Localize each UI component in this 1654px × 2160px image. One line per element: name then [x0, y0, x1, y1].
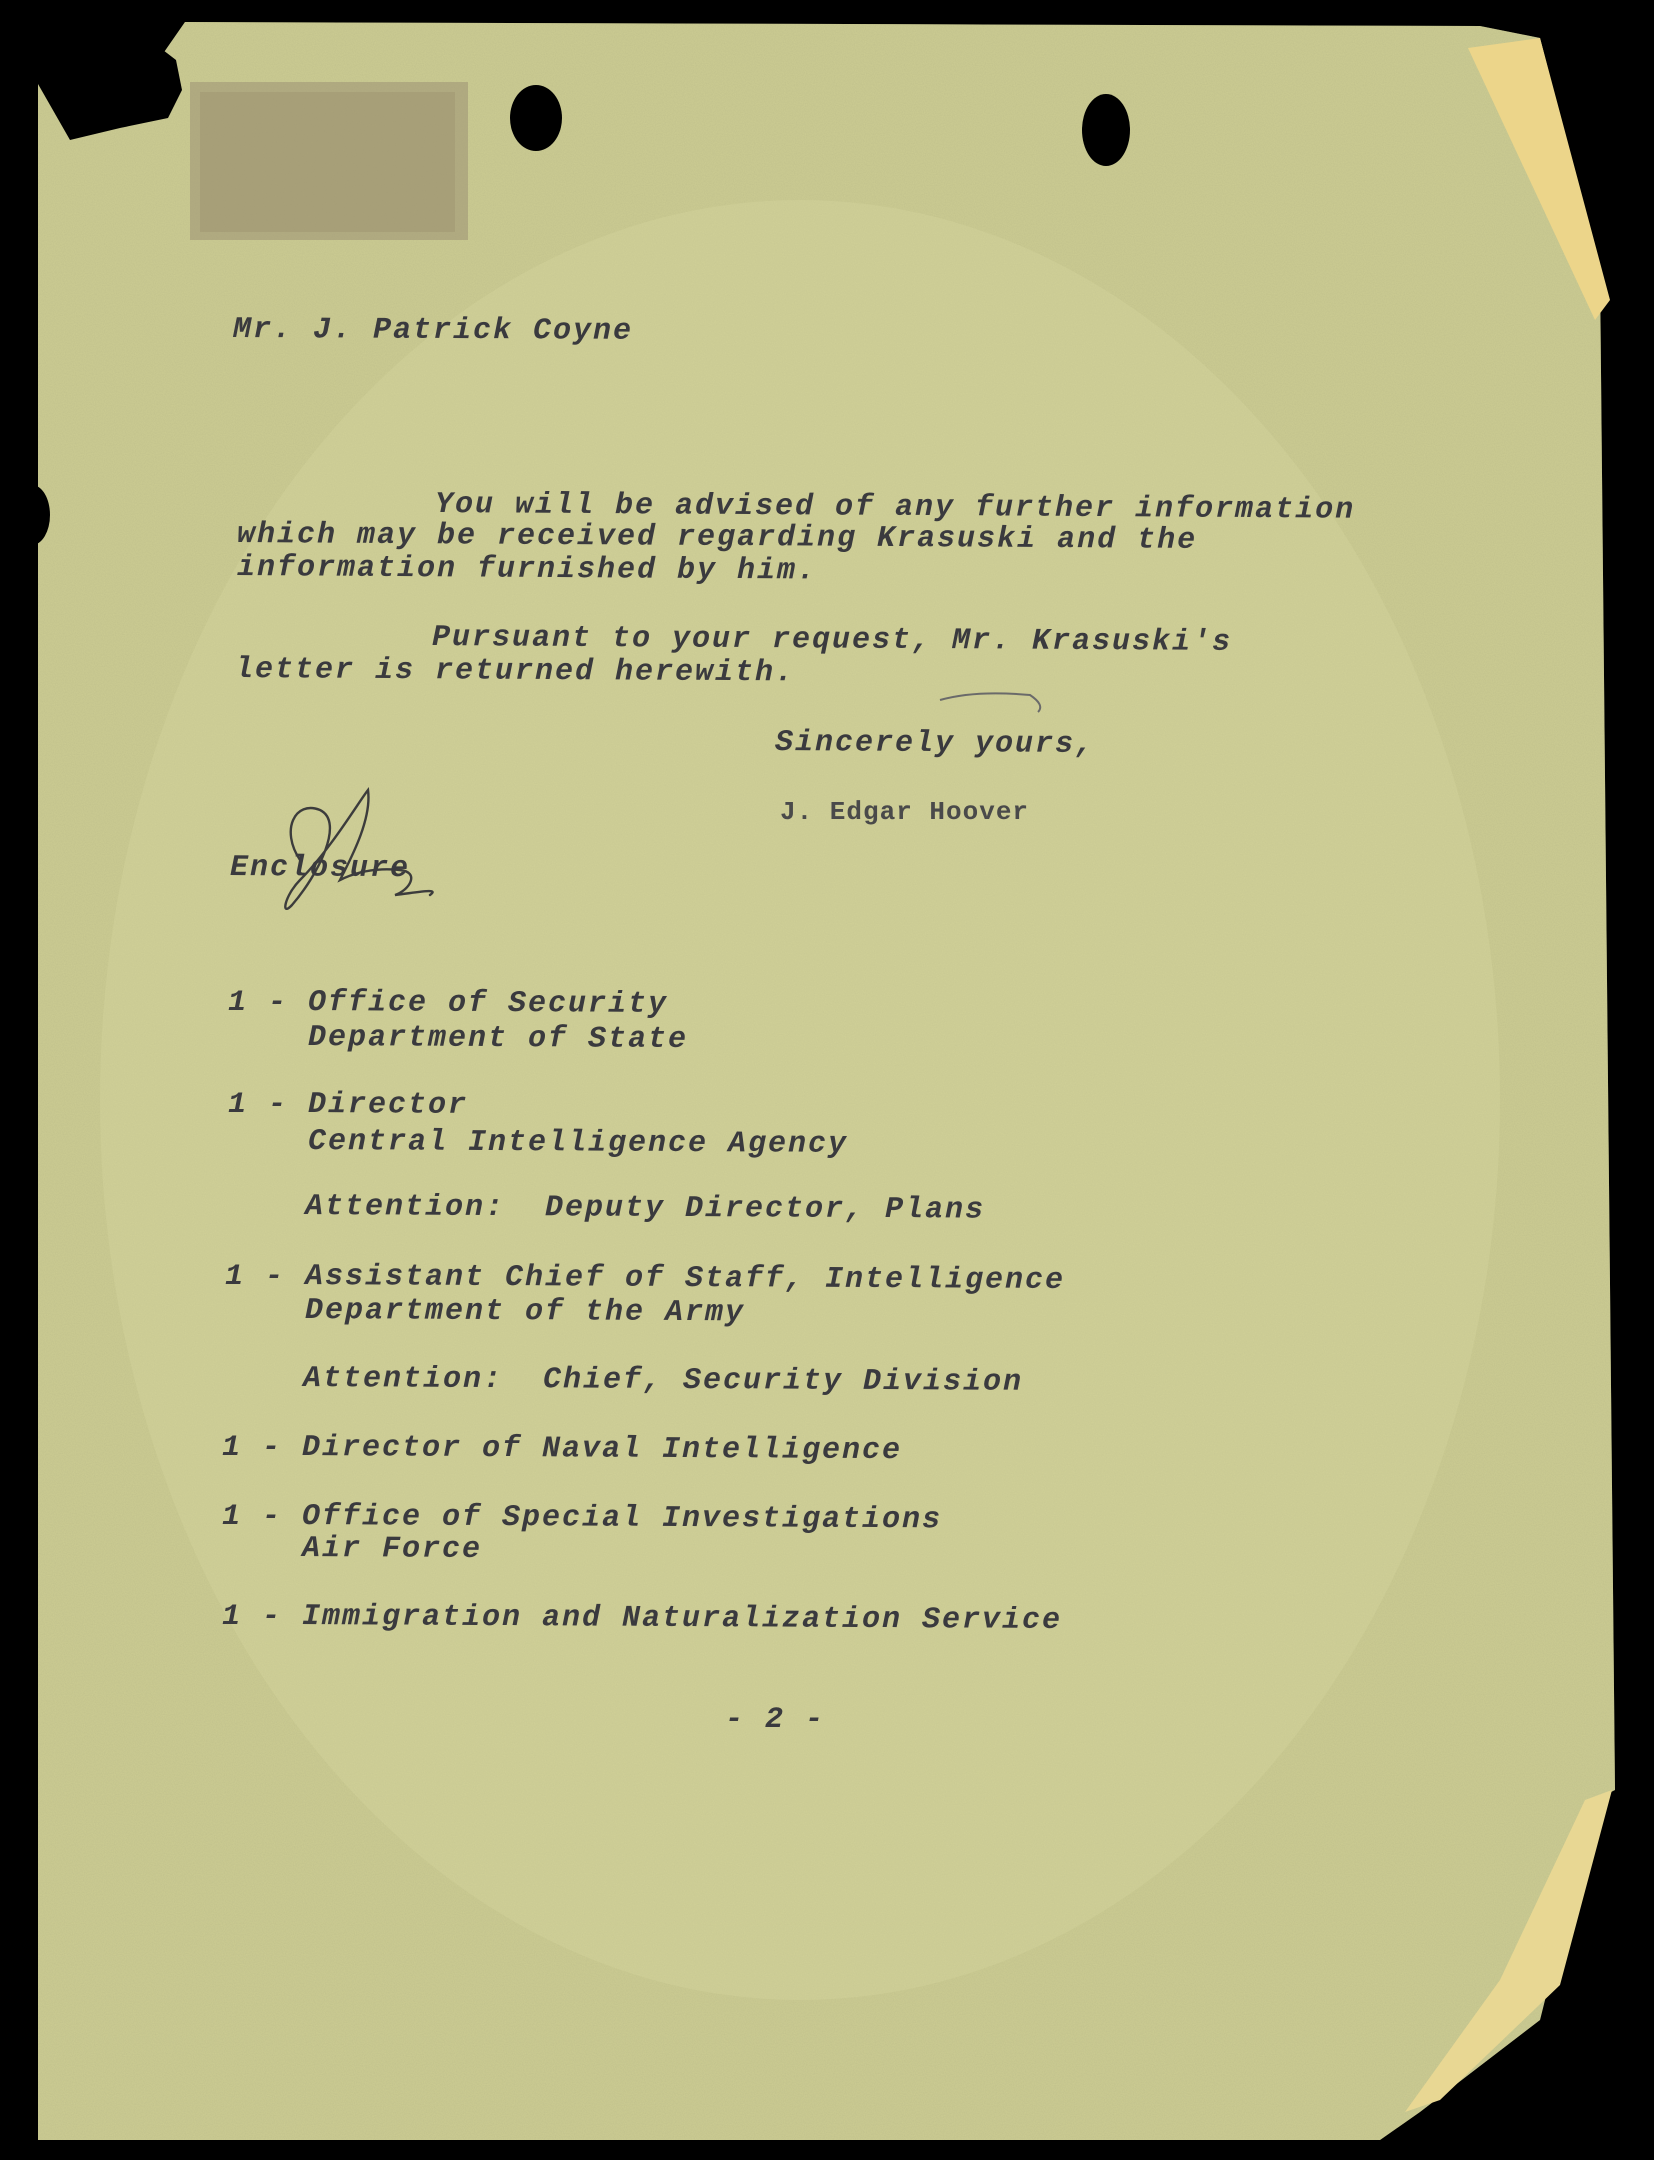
dist-1-count: 1 - — [228, 986, 289, 1020]
dist-3-attention: Attention: Chief, Security Division — [302, 1362, 1024, 1400]
dist-2-count: 1 - — [228, 1088, 289, 1122]
dist-2-line2: Central Intelligence Agency — [307, 1125, 849, 1162]
dist-3-line1: Assistant Chief of Staff, Intelligence — [304, 1260, 1066, 1298]
paragraph1-line3: information furnished by him. — [236, 551, 818, 589]
paragraph2-line2: letter is returned herewith. — [234, 653, 796, 691]
dist-1-line1: Office of Security — [307, 986, 669, 1022]
signature-stamp: J. Edgar Hoover — [780, 797, 1030, 827]
dist-5-line1: Office of Special Investigations — [301, 1500, 943, 1538]
dist-2-line1: Director — [307, 1088, 469, 1123]
dist-6-count: 1 - — [222, 1600, 283, 1634]
dist-6-line1: Immigration and Naturalization Service — [301, 1600, 1063, 1638]
dist-5-line2: Air Force — [301, 1532, 483, 1567]
paragraph1-line1: You will be advised of any further information — [434, 488, 1356, 528]
dist-1-line2: Department of State — [307, 1021, 689, 1057]
closing: Sincerely yours, — [774, 726, 1096, 762]
paragraph1-line2: which may be received regarding Krasuski and the — [236, 518, 1198, 558]
page-number: - 2 - — [725, 1703, 826, 1737]
dist-2-attention: Attention: Deputy Director, Plans — [304, 1190, 986, 1228]
addressee: Mr. J. Patrick Coyne — [232, 313, 634, 349]
dist-3-line2: Department of the Army — [304, 1294, 746, 1331]
dist-3-count: 1 - — [225, 1260, 286, 1294]
enclosure-label: Enclosure — [229, 851, 411, 887]
dist-5-count: 1 - — [222, 1500, 283, 1534]
paragraph2-line1: Pursuant to your request, Mr. Krasuski's — [431, 621, 1233, 660]
dist-4-count: 1 - — [222, 1431, 283, 1465]
dist-4-line1: Director of Naval Intelligence — [301, 1431, 903, 1469]
